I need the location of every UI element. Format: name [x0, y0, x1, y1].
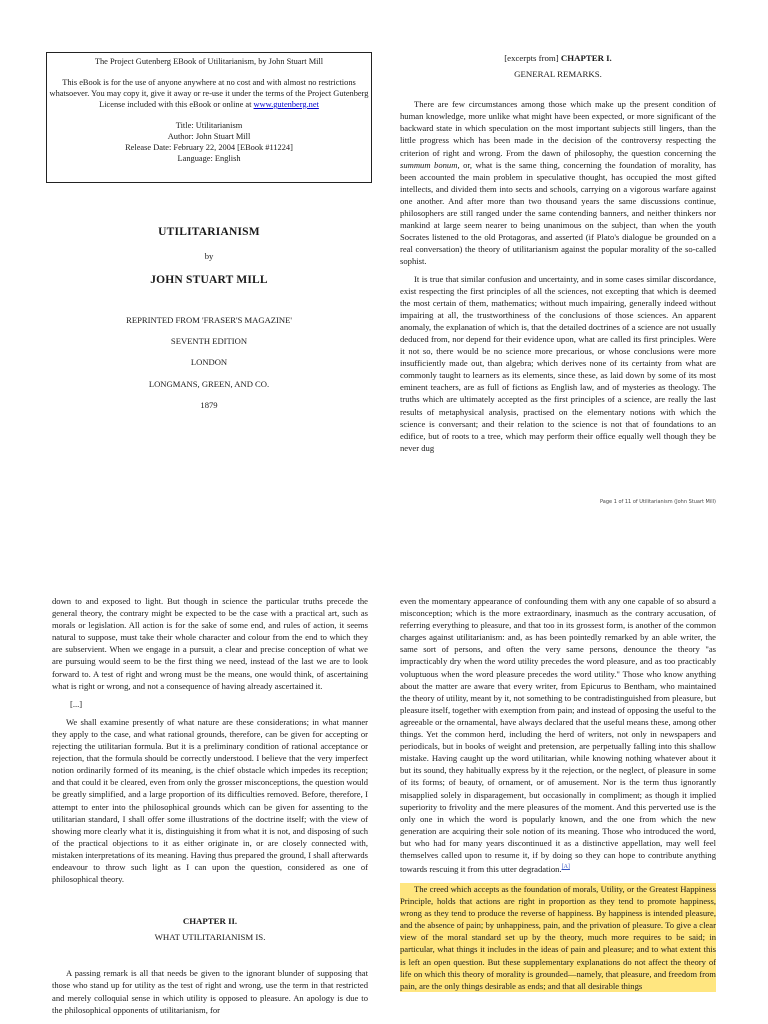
metadata-author: Author: John Stuart Mill: [167, 132, 251, 141]
left-paragraph-1: down to and exposed to light. But though in science the particular truths precede the general theory, the contrary might be expected to be the case with a practical art, such as morals or legislation. All action is for the sake of some end, and rules of action, it seems natural to suppose, must take their whole character and colour from the end to which they are subservient. When we engage in a pursuit, a clear and precise conception of what we are pursuing would seem to be the first thing we need, instead of the last we are to look forward to. A test of right and wrong must be the means, one would think, of ascertaining what is right or wrong, and not a consequence of having already ascertained it.: [52, 596, 368, 691]
book-title: UTILITARIANISM: [158, 226, 260, 238]
right-paragraph-1: [400, 595, 716, 875]
city-line: LONDON: [190, 357, 228, 368]
metadata-release: Release Date: February 22, 2004 [EBook #11224]: [125, 143, 293, 152]
license-notice: [47, 77, 371, 110]
chapter-1-paragraph-2: It is true that similar confusion and uncertainty, and in some cases similar discordance, exist respecting the first principles of all the sciences, not excepting that which is deemed the most certain of them, mathematics; without much impairing, generally indeed without impairing at all, the trustworthiness of the conclusions of those sciences. An apparent anomaly, the explanation of which is, that the detailed doctrines of a science are not usually deduced from, nor depend for their evidence upon, what are called its first principles. Were it not so, there would be no science more precarious, or whose conclusions were more insufficiently made out, than algebra; which derives none of its certainty from what are commonly taught to learners as its elements, since these, as laid down by some of its most eminent teachers, are as full of fictions as English law, and of mysteries as theology. The truths which are ultimately accepted as the first principles of a science, are really the last results of metaphysical analysis, practised on the elementary notions with which the science is conversant; and their relation to the science is not that of foundations to an edifice, but of roots to a tree, which may perform their office equally well though they be never dug: [400, 273, 716, 453]
footnote-link[interactable]: [A]: [561, 864, 570, 871]
page-2-right-column: [400, 595, 716, 992]
gutenberg-header-box: [46, 52, 372, 183]
metadata-language: Language: English: [177, 154, 241, 163]
book-title-page: [46, 226, 372, 411]
excerpt-prefix: [excerpts from]: [504, 53, 561, 63]
chapter-1-subtitle: GENERAL REMARKS.: [514, 69, 602, 80]
license-text: This eBook is for the use of anyone anywhere at no cost and with almost no restrictions whatsoever. You may copy it, give it away or re-use it under the terms of the Project Gutenberg License included with this eBook or online at: [49, 78, 369, 109]
reprint-line: REPRINTED FROM 'FRASER'S MAGAZINE': [126, 315, 292, 326]
gutenberg-title-line: The Project Gutenberg EBook of Utilitarianism, by John Stuart Mill: [94, 57, 324, 66]
chapter-2-title: CHAPTER II.: [182, 916, 238, 927]
book-author: JOHN STUART MILL: [150, 274, 268, 287]
text-run: There are few circumstances among those which make up the present condition of human knowledge, more unlike what might have been expected, or more significant of the backward state in which speculation on the most important subjects still lingers, than the little progress which has been made in the decision of the controversy respecting the criterion of right and wrong. From the dawn of philosophy, the question concerning the: [400, 99, 716, 158]
chapter-1-heading: [400, 52, 716, 64]
metadata-block: [47, 120, 371, 164]
page-2-left-column: [52, 595, 368, 1016]
year-line: 1879: [200, 399, 218, 410]
chapter-1-title: CHAPTER I.: [560, 53, 612, 63]
left-paragraph-2: We shall examine presently of what nature are these considerations; in what manner they apply to the case, and what rational grounds, therefore, can be given for accepting or rejecting the utilitarian formula. But it is a preliminary condition of rational acceptance or rejection, that the formula should be correctly understood. I believe that the very imperfect notion ordinarily formed of its meaning, is the chief obstacle which impedes its reception; and that could it be cleared, even from only the grosser misconceptions, the question would be greatly simplified, and a large proportion of its difficulties removed. Before, therefore, I attempt to enter into the philosophical grounds which can be given for assenting to the utilitarian standard, I shall offer some illustrations of the doctrine itself; with the view of showing more clearly what it is, distinguishing it from what it is not, and disposing of such of the practical objections to it as either originate in, or are closely connected with, mistaken interpretations of its meaning. Having thus prepared the ground, I shall afterwards endeavour to throw such light as I can upon the question, considered as one of philosophical theory.: [52, 716, 368, 885]
text-run: even the momentary appearance of confounding them with any one capable of so absurd a misconception; which is the more extraordinary, inasmuch as the contrary accusation, of referring everything to pleasure, and that too in its grossest form, is another of the common charges against utilitarianism: and, as has been pointedly remarked by an able writer, the same sort of persons, and often the very same persons, denounce the theory "as impracticably dry when the word utility precedes the word pleasure, and as too practicably voluptuous when the word pleasure precedes the word utility." Those who know anything about the matter are aware that every writer, from Epicurus to Bentham, who maintained the theory of utility, meant by it, not something to be contradistinguished from pleasure, but pleasure itself, together with exemption from pain; and instead of opposing the useful to the agreeable or the ornamental, have always declared that the useful means these, among other things. Yet the common herd, including the herd of writers, not only in newspapers and periodicals, but in books of weight and pretension, are perpetually falling into this shallow mistake. Having caught up the word utilitarian, while knowing nothing whatever about it but its sound, they habitually express by it the rejection, or the neglect, of pleasure in some of its forms; of beauty, of ornament, or of amusement. Nor is the term thus ignorantly misapplied solely in disparagement, but occasionally in compliment; as though it implied superiority to frivolity and the mere pleasures of the moment. And this perverted use is the only one in which the word is popularly known, and the one from which the new generation are acquiring their sole notion of its meaning. Those who introduced the word, but who had for many years discontinued it as a distinctive appellation, may well feel themselves called upon to resume it, if by doing so they can hope to contribute anything towards rescuing it from this utter degradation.: [400, 596, 716, 874]
page-footer: Page 1 of 11 of Utilitarianism (John Stuart Mill): [600, 499, 716, 505]
text-run: , or, what is the same thing, concerning the foundation of morality, has been accounted the main problem in speculative thought, has occupied the most gifted intellects, and divided them into sects and schools, carrying on a vigorous warfare against one another. And after more than two thousand years the same discussions continue, philosophers are still ranged under the same contending banners, and neither thinkers nor mankind at large seem nearer to being unanimous on the subject, than when the youth Socrates listened to the old Protagoras, and asserted (if Plato's dialogue be grounded on a real conversation) the theory of utilitarianism against the popular morality of the so-called sophist.: [400, 159, 716, 267]
emphasis-text: summum bonum: [400, 159, 458, 170]
metadata-title: Title: Utilitarianism: [175, 121, 243, 130]
left-paragraph-3: A passing remark is all that needs be given to the ignorant blunder of supposing that those who stand up for utility as the test of right and wrong, use the term in that restricted and merely colloquial sense in which utility is opposed to pleasure. An apology is due to the philosophical opponents of utilitarianism, for: [52, 968, 368, 1015]
ellipsis-marker: [...]: [70, 698, 83, 709]
gutenberg-link[interactable]: www.gutenberg.net: [253, 100, 319, 109]
document-page-2: [0, 512, 768, 1024]
publisher-line: LONGMANS, GREEN, AND CO.: [148, 378, 270, 389]
chapter-2-subtitle: WHAT UTILITARIANISM IS.: [154, 932, 266, 943]
chapter-1-column: [400, 52, 716, 454]
chapter-1-paragraph-1: [400, 98, 716, 267]
highlighted-paragraph: The creed which accepts as the foundation of morals, Utility, or the Greatest Happiness Principle, holds that actions are right in proportion as they tend to promote happiness, wrong as they tend to produce the reverse of happiness. By happiness is intended pleasure, and the absence of pain; by unhappiness, pain, and the privation of pleasure. To give a clear view of the moral standard set up by the theory, much more requires to be said; in particular, what things it includes in the ideas of pain and pleasure; and to what extent this is left an open question. But these supplementary explanations do not affect the theory of life on which this theory of morality is grounded—namely, that pleasure, and freedom from pain, are the only things desirable as ends; and that all desirable things: [400, 884, 716, 991]
chapter-2-heading: [52, 915, 368, 927]
book-by: by: [204, 251, 214, 262]
edition-line: SEVENTH EDITION: [170, 336, 248, 347]
